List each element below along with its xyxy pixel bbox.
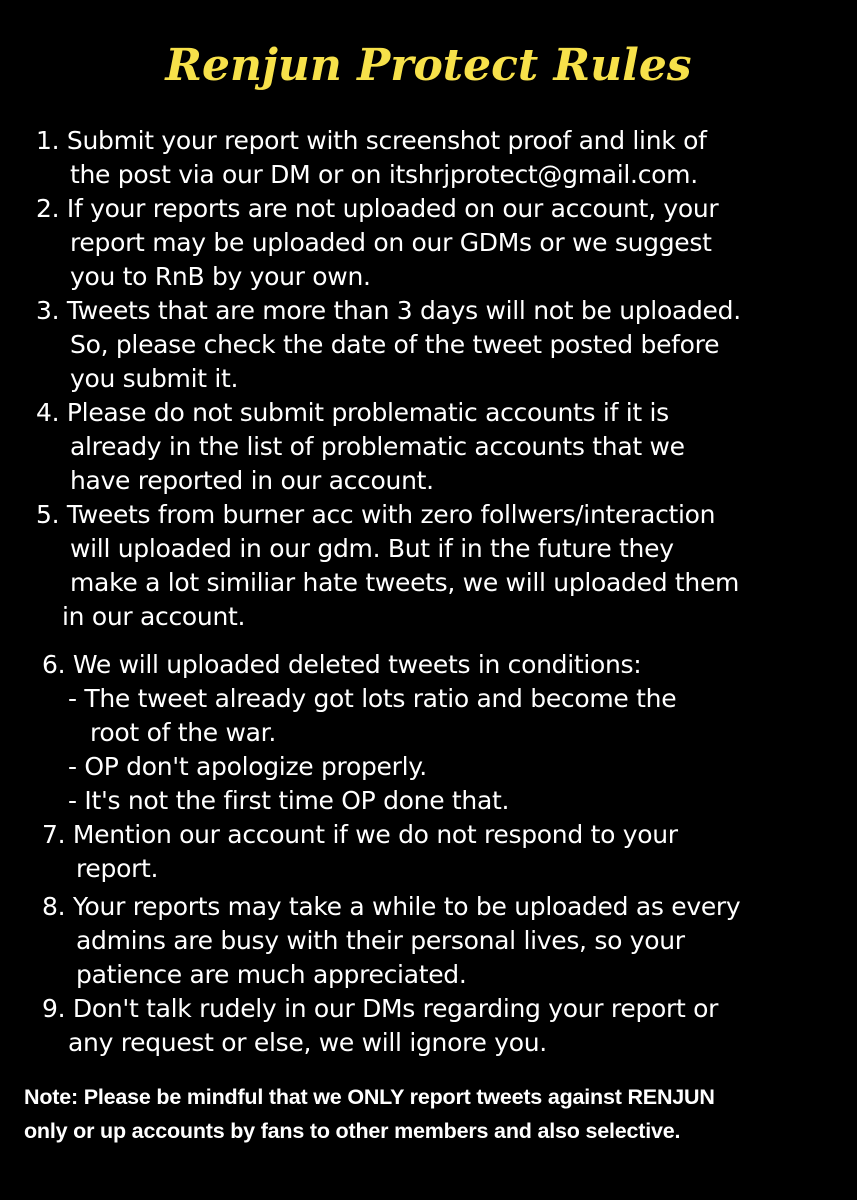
rule-1-line-1: 1. Submit your report with screenshot proof and link of [36,126,707,155]
rule-2-line-3: you to RnB by your own. [70,262,371,291]
rule-3-line-1: 3. Tweets that are more than 3 days will not be uploaded. [36,296,741,325]
rule-6-line-1: 6. We will uploaded deleted tweets in conditions: [42,650,642,679]
note [24,1080,844,1148]
rule-9-line-1: 9. Don't talk rudely in our DMs regarding your report or [42,994,719,1023]
note-line-1: Note: Please be mindful that we ONLY report tweets against RENJUN [24,1085,715,1109]
rule-2-line-1: 2. If your reports are not uploaded on our account, your [36,194,719,223]
rule-5-line-4: in our account. [62,602,246,631]
rule-1-line-2: the post via our DM or on itshrjprotect@gmail.com. [70,160,698,189]
rule-4-line-2: already in the list of problematic accounts that we [70,432,685,461]
rule-3-line-2: So, please check the date of the tweet posted before [70,330,720,359]
rule-4-line-1: 4. Please do not submit problematic accounts if it is [36,398,669,427]
rule-4-line-3: have reported in our account. [70,466,434,495]
rule-6-condition-1-line-2: root of the war. [90,718,276,747]
rule-6-condition-2: - OP don't apologize properly. [68,752,427,781]
rule-5-line-3: make a lot similiar hate tweets, we will uploaded them [70,568,740,597]
rule-9-line-2: any request or else, we will ignore you. [68,1028,547,1057]
rule-6-condition-1-line-1: - The tweet already got lots ratio and become the [68,684,677,713]
rule-5-line-2: will uploaded in our gdm. But if in the future they [70,534,674,563]
rule-2-line-2: report may be uploaded on our GDMs or we suggest [70,228,712,257]
rule-3-line-3: you submit it. [70,364,239,393]
rule-6-condition-3: - It's not the first time OP done that. [68,786,510,815]
rule-5-line-1: 5. Tweets from burner acc with zero follwers/interaction [36,500,716,529]
page-title: Renjun Protect Rules [165,40,692,91]
rule-8-line-1: 8. Your reports may take a while to be uploaded as every [42,892,741,921]
note-line-2: only or up accounts by fans to other members and also selective. [24,1119,681,1143]
rule-7-line-1: 7. Mention our account if we do not respond to your [42,820,678,849]
rule-8-line-2: admins are busy with their personal lives, so your [76,926,685,955]
rule-8-line-3: patience are much appreciated. [76,960,467,989]
rule-7-line-2: report. [76,854,159,883]
